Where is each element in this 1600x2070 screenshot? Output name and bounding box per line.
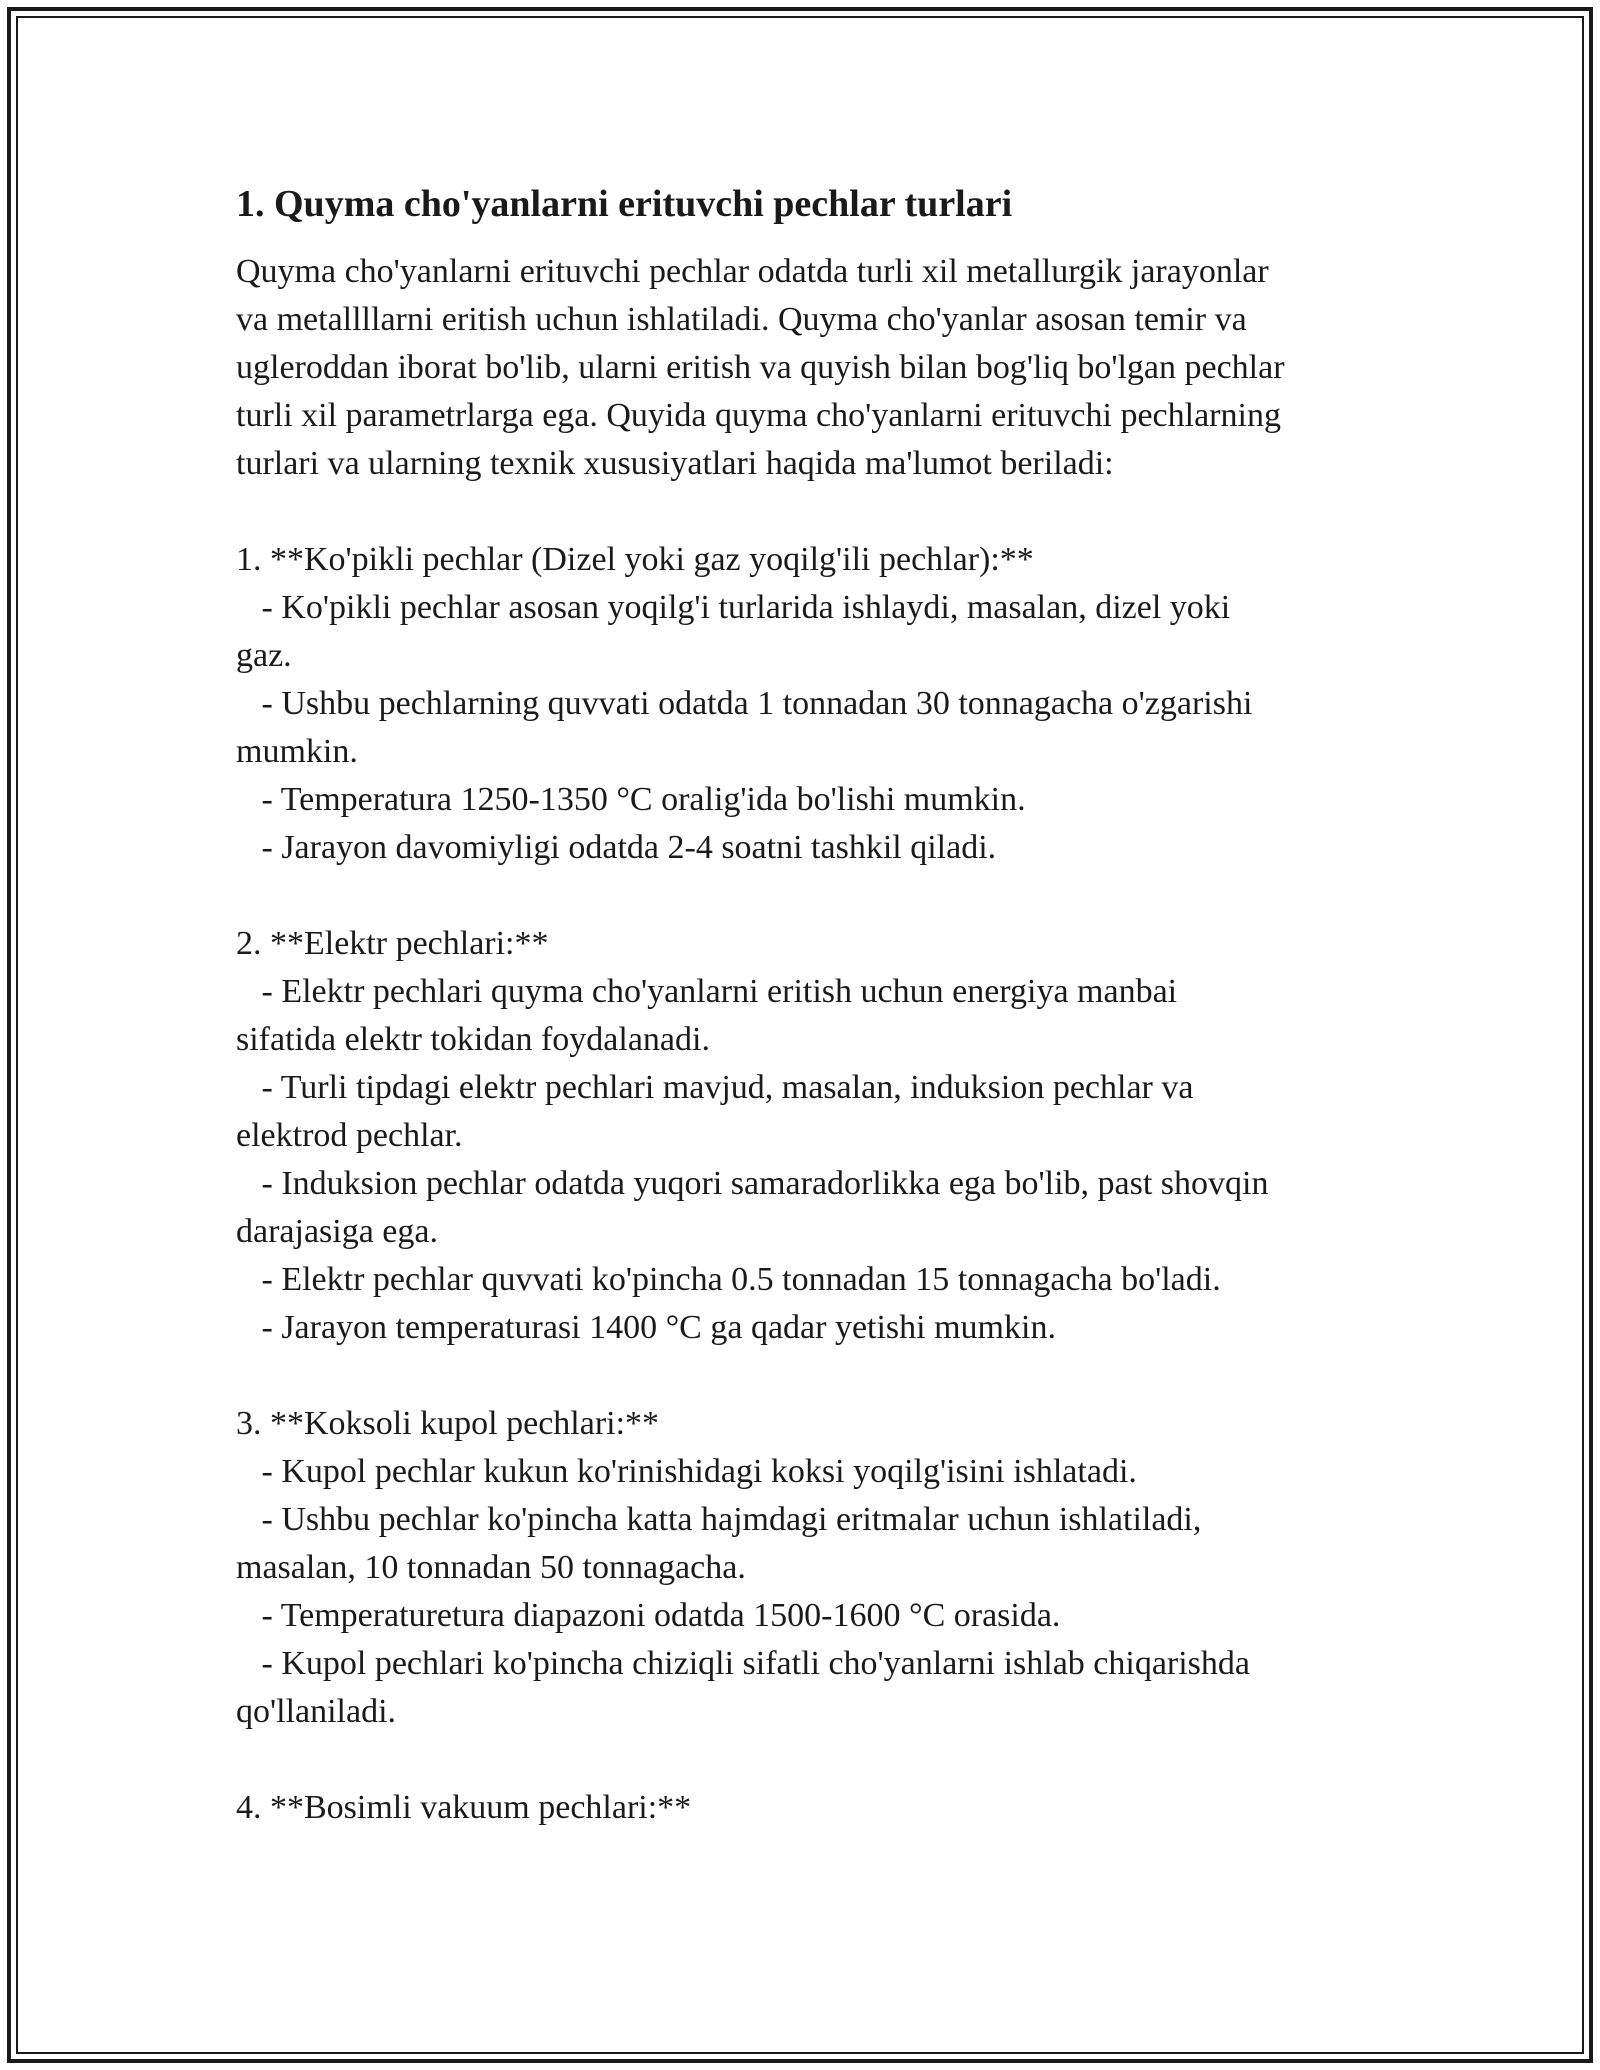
section-line: - Turli tipdagi elektr pechlari mavjud, masalan, induksion pechlar va bbox=[236, 1069, 1194, 1106]
section-line: gaz. bbox=[236, 637, 292, 674]
intro-line: Quyma cho'yanlarni erituvchi pechlar odatda turli xil metallurgik jarayonlar bbox=[236, 253, 1269, 290]
intro-line: ugleroddan iborat bo'lib, ularni eritish va quyish bilan bog'liq bo'lgan pechlar bbox=[236, 349, 1285, 386]
section-line: sifatida elektr tokidan foydalanadi. bbox=[236, 1021, 710, 1058]
section-elektr-pechlari bbox=[236, 920, 1366, 1352]
section-heading: 4. **Bosimli vakuum pechlari:** bbox=[236, 1789, 692, 1826]
section-heading: 2. **Elektr pechlari:** bbox=[236, 925, 549, 962]
section-line: darajasiga ega. bbox=[236, 1213, 438, 1250]
section-line: - Induksion pechlar odatda yuqori samaradorlikka ega bo'lib, past shovqin bbox=[236, 1165, 1269, 1202]
section-line: - Temperaturetura diapazoni odatda 1500-1600 °C orasida. bbox=[236, 1597, 1061, 1634]
section-line: mumkin. bbox=[236, 733, 358, 770]
section-line: masalan, 10 tonnadan 50 tonnagacha. bbox=[236, 1549, 746, 1586]
document-body bbox=[236, 180, 1366, 1832]
intro-line: turlari va ularning texnik xususiyatlari haqida ma'lumot beriladi: bbox=[236, 445, 1114, 482]
page-title: 1. Quyma cho'yanlarni erituvchi pechlar turlari bbox=[236, 183, 1013, 225]
section-line: - Temperatura 1250-1350 °C oralig'ida bo'lishi mumkin. bbox=[236, 781, 1026, 818]
section-line: - Elektr pechlar quvvati ko'pincha 0.5 tonnadan 15 tonnagacha bo'ladi. bbox=[236, 1261, 1221, 1298]
intro-line: turli xil parametrlarga ega. Quyida quyma cho'yanlarni erituvchi pechlarning bbox=[236, 397, 1281, 434]
section-line: - Kupol pechlar kukun ko'rinishidagi koksi yoqilg'isini ishlatadi. bbox=[236, 1453, 1137, 1490]
section-line: - Kupol pechlari ko'pincha chiziqli sifatli cho'yanlarni ishlab chiqarishda bbox=[236, 1645, 1251, 1682]
section-koksoli-kupol-pechlari bbox=[236, 1400, 1366, 1736]
section-bosimli-vakuum-pechlari bbox=[236, 1784, 1366, 1832]
intro-line: va metallllarni eritish uchun ishlatiladi. Quyma cho'yanlar asosan temir va bbox=[236, 301, 1247, 338]
section-line: - Ushbu pechlarning quvvati odatda 1 tonnadan 30 tonnagacha o'zgarishi bbox=[236, 685, 1253, 722]
intro-paragraph bbox=[236, 248, 1366, 488]
section-line: - Jarayon davomiyligi odatda 2-4 soatni tashkil qiladi. bbox=[236, 829, 997, 866]
section-line: - Ko'pikli pechlar asosan yoqilg'i turlarida ishlaydi, masalan, dizel yoki bbox=[236, 589, 1231, 626]
section-line: - Jarayon temperaturasi 1400 °C ga qadar yetishi mumkin. bbox=[236, 1309, 1056, 1346]
section-line: - Ushbu pechlar ko'pincha katta hajmdagi eritmalar uchun ishlatiladi, bbox=[236, 1501, 1202, 1538]
section-heading: 1. **Ko'pikli pechlar (Dizel yoki gaz yoqilg'ili pechlar):** bbox=[236, 541, 1034, 578]
section-heading: 3. **Koksoli kupol pechlari:** bbox=[236, 1405, 660, 1442]
section-line: qo'llaniladi. bbox=[236, 1693, 397, 1730]
section-line: elektrod pechlar. bbox=[236, 1117, 463, 1154]
section-line: - Elektr pechlari quyma cho'yanlarni eritish uchun energiya manbai bbox=[236, 973, 1178, 1010]
section-kopikli-pechlar bbox=[236, 536, 1366, 872]
